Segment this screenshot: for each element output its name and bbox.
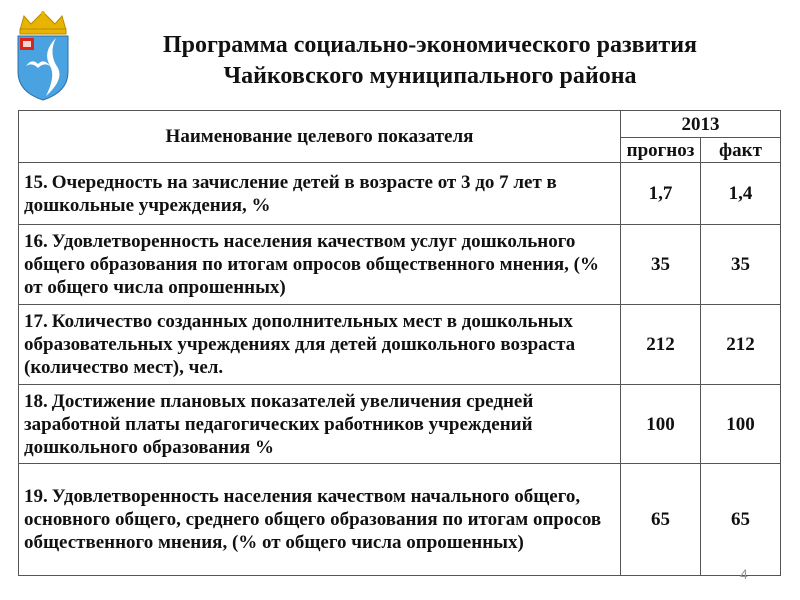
table-row (19, 305, 781, 385)
fact-value: 100 (701, 385, 781, 464)
table-row (19, 163, 781, 225)
indicator-cell (19, 305, 621, 385)
indicator-number: 16. (24, 231, 48, 252)
forecast-value: 100 (621, 385, 701, 464)
indicator-number: 19. (24, 486, 48, 507)
indicator-text: Достижение плановых показателей увеличения средней заработной платы педагогических работников учреждений дошкольного образования % (24, 390, 534, 458)
indicator-text: Удовлетворенность населения качеством начального общего, основного общего, среднего общего образования по итогам опросов общественного мнения, (% от общего числа опрошенных) (24, 486, 602, 553)
indicator-number: 15. (24, 171, 48, 193)
indicator-cell (19, 225, 621, 305)
table-row (19, 385, 781, 464)
forecast-value: 212 (621, 305, 701, 385)
indicator-cell (19, 464, 621, 576)
page-number: 4 (740, 566, 748, 582)
coat-of-arms-icon (12, 10, 74, 102)
indicators-table (18, 110, 781, 576)
indicator-number: 18. (24, 390, 48, 412)
indicator-text: Количество созданных дополнительных мест в дошкольных образовательных учреждениях для детей дошкольного возраста (количество мест), чел. (24, 311, 576, 378)
header-year: 2013 (621, 111, 781, 138)
indicator-text: Удовлетворенность населения качеством услуг дошкольного общего образования по итогам опросов общественного мнения, (% от общего числа опрошенных) (24, 231, 600, 298)
fact-value: 1,4 (701, 163, 781, 225)
table-row (19, 225, 781, 305)
forecast-value: 65 (621, 464, 701, 576)
fact-value: 35 (701, 225, 781, 305)
header-forecast: прогноз (621, 138, 701, 163)
page-title (100, 30, 760, 92)
table-row (19, 464, 781, 576)
title-line-2: Чайковского муниципального района (223, 63, 637, 89)
indicator-cell (19, 385, 621, 464)
forecast-value: 1,7 (621, 163, 701, 225)
fact-value: 212 (701, 305, 781, 385)
header-row (19, 111, 781, 138)
header-fact: факт (701, 138, 781, 163)
fact-value: 65 (701, 464, 781, 576)
header-indicator-name: Наименование целевого показателя (19, 111, 621, 163)
indicator-number: 17. (24, 311, 48, 332)
indicator-cell (19, 163, 621, 225)
indicator-text: Очередность на зачисление детей в возрасте от 3 до 7 лет в дошкольные учреждения, % (24, 171, 557, 216)
forecast-value: 35 (621, 225, 701, 305)
title-line-1: Программа социально-экономического развития (162, 32, 698, 58)
